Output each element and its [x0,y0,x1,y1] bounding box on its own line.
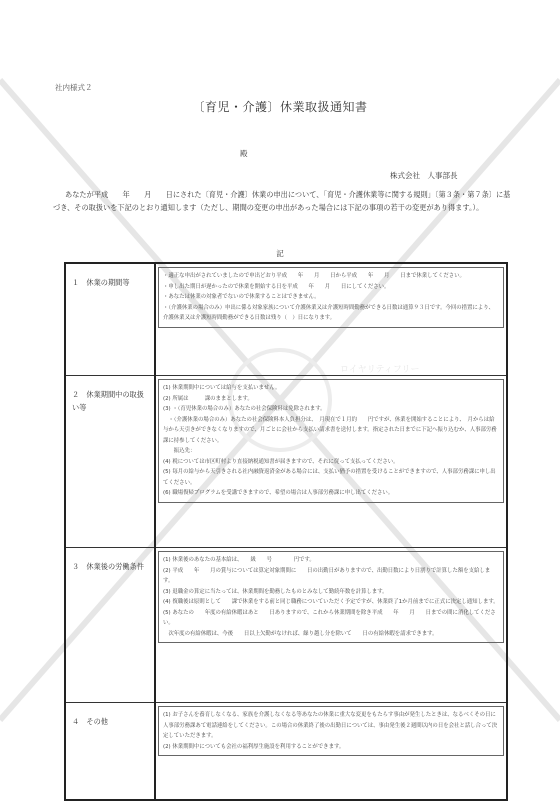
content-line: (1) 休業後のあなたの基本給は、 級 号 円です。 [163,557,315,563]
row-label: ３ 休業後の労働条件 [65,548,155,703]
content-line: (5) 毎月の給与から天引きされる社内融資返済金がある場合には、支払い猶予の措置を受けることができますので、人事部労務課に申し出てください。 [163,469,496,486]
ki-heading: 記 [276,249,284,258]
document-title: 〔育児・介護〕休業取扱通知書 [192,100,368,114]
form-number: 社内様式２ [55,83,93,92]
issuer: 株式会社 人事部長 [390,171,458,180]
content-line: (2) 平成 年 月の賞与については算定対象期間に 日の出勤日がありますので、出勤日数により日割りで計算した額を支給します。 [163,567,491,584]
content-line: (3) ・（育児休業の場合のみ）あなたの社会保険料は免除されます。 [163,406,326,412]
row-label: ２ 休業期間中の取扱い等 [65,376,155,548]
intro-paragraph: あなたが平成 年 月 日にされた〔育児・介護〕休業の申出について、「育児・介護休業等に関する規則」〔第３条・第７条〕に基づき、その取扱いを下記のとおり通知します（ただし、期間の変更の申出があった場合には下記の事項の若干の変更があり得ます。）。 [53,190,511,212]
table-row [65,548,507,703]
content-line: (2) 休業期間中についても会社の福利厚生施設を利用することができます。 [163,743,345,750]
content-line: ・（介護休業の場合のみ）あなたの社会保険料本人負担分は、 月現在で１月約 円ですが、休業を開始することにより、 月からは給与から天引きができなくなりますので、月ごとに会社から支払い請求書を送付します。指定された日までに下記へ振り込むか、人事部労務課に持参してください。 [163,416,497,444]
content-line: (4) 税については市区町村より直接納税通知書が届きますので、それに従って支払ってください。 [163,458,399,465]
terms-table [64,262,508,801]
row-label: ４ その他 [65,703,155,801]
content-line: 次年度の有給休暇は、今後 日以上欠勤がなければ、繰り越し分を除いて 日の有給休暇を請求できます。 [163,630,438,637]
addressee [200,148,248,159]
content-line: (4) 復職後は原則として 課で休業をする前と同じ職務についていただく予定ですが、休業終了1か月前までに正式に決定し通知します。 [163,599,499,605]
content-line: (3) 退職金の算定に当たっては、休業期間を勤務したものとみなして勤続年数を計算します。 [163,588,388,595]
table-row [65,263,507,376]
content-line: (1) 休業期間中については給与を支払いません。 [163,385,281,391]
content-line: ・（介護休業の場合のみ）申出に係る対象家族について介護休業又は介護短時間勤務ができる日数は通算９３日です。今回の措置により、介護休業又は介護短時間勤務ができる日数は残り（ ）日になります。 [163,304,494,321]
content-line: (1) お子さんを養育しなくなる、家族を介護しなくなる等あなたの休業に重大な変更をもたらす事由が発生したときは、なるべくその日に人事部労務課あて電話連絡をしてください。この場合の休業終了後の出勤日については、事由発生後２週間以内の日を会社と話し合って決定していただきます。 [163,712,498,739]
table-row [65,703,507,801]
content-box [158,706,504,756]
content-line: (5) あなたの 年度の有給休暇はあと 日ありますので、これから休業期間を除き平成 年 月 日までの間に消化してください。 [163,609,496,626]
row-content [155,703,507,801]
content-box [158,551,504,643]
watermark-text: ロイヤリティフリー [340,365,420,375]
row-content [155,263,507,376]
row-label: １ 休業の期間等 [65,263,155,376]
content-line: (2) 所属は 課のままとします。 [163,395,253,402]
content-line: ・適正な申出がされていましたので申出どおり平成 年 月 日から平成 年 月 日まで休業してください。 [163,273,465,279]
addressee-suffix: 殿 [240,149,248,158]
content-line: (6) 職場復帰プログラムを受講できますので、希望の場合は人事部労務課に申し出てください。 [163,490,394,496]
content-line: ・あなたは休業の対象者でないので休業することはできません。 [163,294,320,300]
content-box [158,379,504,503]
content-box [158,267,504,328]
table-row [65,376,507,548]
content-line: 振込先： [163,448,196,454]
row-content [155,548,507,703]
content-line: ・申し出た期日が遅かったので休業を開始する日を平成 年 月 日にしてください。 [163,283,390,290]
row-content [155,376,507,548]
